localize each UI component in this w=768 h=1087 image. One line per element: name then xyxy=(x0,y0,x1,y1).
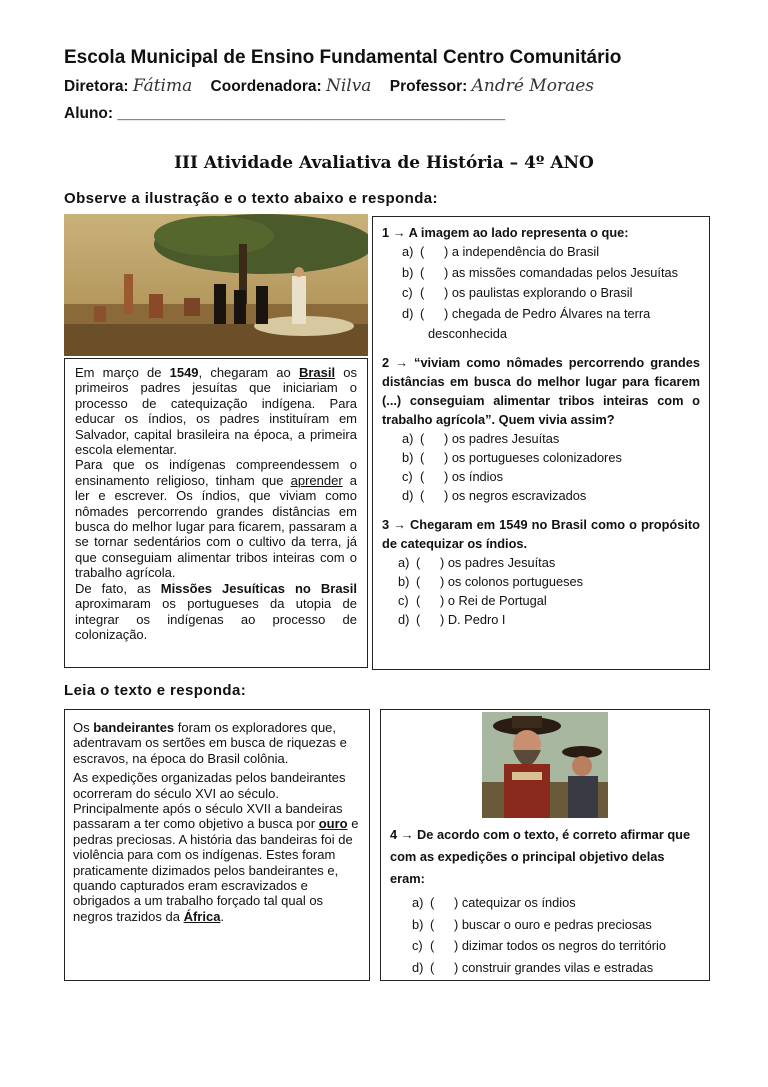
ouro-link[interactable]: ouro xyxy=(318,816,348,832)
q1-option-d[interactable]: d) ( ) chegada de Pedro Álvares na terra xyxy=(402,305,651,321)
page-title xyxy=(0,153,768,173)
director-label: Diretora: xyxy=(64,78,129,95)
q2-option-a[interactable]: a) ( ) os padres Jesuítas xyxy=(402,430,560,446)
bandeirantes-text-box xyxy=(64,709,370,981)
arrow-icon: → xyxy=(395,354,408,370)
year-1549: 1549 xyxy=(169,365,199,380)
aprender-link[interactable]: aprender xyxy=(290,472,343,488)
africa-link[interactable]: África xyxy=(183,908,221,924)
brasil-link[interactable]: Brasil xyxy=(298,365,336,380)
bandeirantes-illustration xyxy=(482,712,608,818)
q2-option-c[interactable]: c) ( ) os índios xyxy=(402,468,504,484)
teacher-name: André Moraes xyxy=(471,76,594,96)
question-4: 4 → De acordo com o texto, é correto afirmar que com as expedições o principal objetivo delas eram: xyxy=(390,827,691,886)
title-grade: 4º ANO xyxy=(524,153,594,173)
section1-instruction: Observe a ilustração e o texto abaixo e responda: xyxy=(64,190,438,207)
questions-box-2 xyxy=(380,709,710,981)
q4-option-a[interactable]: a) ( ) catequizar os índios xyxy=(412,895,576,910)
q4-option-c[interactable]: c) ( ) dizimar todos os negros do território xyxy=(412,938,666,953)
missoes-jesuiticas: Missões Jesuíticas no Brasil xyxy=(160,580,357,596)
q2-option-b[interactable]: b) ( ) os portugueses colonizadores xyxy=(402,449,622,465)
q4-option-d[interactable]: d) ( ) construir grandes vilas e estradas xyxy=(412,959,654,975)
coordinator-name: Nilva xyxy=(325,76,372,96)
bandeirantes-term: bandeirantes xyxy=(93,720,175,735)
q1-option-b[interactable]: b) ( ) as missões comandadas pelos Jesuítas xyxy=(402,264,679,280)
teacher-label: Professor: xyxy=(389,78,468,95)
coordinator-label: Coordenadora: xyxy=(210,78,322,95)
jesuits-paragraph-3: De fato, as Missões Jesuíticas no Brasil aproximaram os portugueses da utopia de integrar os indígenas ao processo de colonização. xyxy=(75,580,357,642)
q3-option-a[interactable]: a) ( ) os padres Jesuítas xyxy=(398,554,556,570)
question-2: 2 → “viviam como nômades percorrendo grandes distâncias em busca do melhor lugar para ficarem (...) conseguiam alimentar tribos inteiras com o trabalho agrícola”. Quem vivia assim? xyxy=(382,354,700,427)
bandeirantes-paragraph-1: Os bandeirantes foram os exploradores que, adentravam os sertões em busca de riquezas e escravos, na época do Brasil colônia. xyxy=(73,720,347,766)
questions-box-1 xyxy=(372,216,710,670)
jesuits-paragraph-2: Para que os indígenas compreendessem o ensinamento religioso, tinham que aprender a ler e escrever. Os índios, que viviam como nômades percorrendo grandes distâncias em busca do melhor lugar para ficarem, passaram a se tornar sedentários com o cultivo da terra, já que conseguiam alimentar tribos inteiras com o trabalho agrícola. xyxy=(75,457,357,581)
arrow-icon: → xyxy=(392,225,406,240)
q1-option-c[interactable]: c) ( ) os paulistas explorando o Brasil xyxy=(402,285,633,300)
q2-option-d[interactable]: d) ( ) os negros escravizados xyxy=(402,487,587,503)
q1-option-a[interactable]: a) ( ) a independência do Brasil xyxy=(402,244,600,259)
q4-option-b[interactable]: b) ( ) buscar o ouro e pedras preciosas xyxy=(412,916,652,932)
staff-line xyxy=(64,76,608,96)
q3-option-d[interactable]: d) ( ) D. Pedro I xyxy=(398,611,506,627)
jesuits-text-box xyxy=(64,358,368,668)
section2-instruction: Leia o texto e responda: xyxy=(64,682,247,699)
jesuits-paragraph-1: Em março de 1549, chegaram ao Brasil os primeiros padres jesuítas que iniciariam o processo de catequização indígena. Para educar os índios, os padres instituíram em Salvador, capital brasileira na época, a primeira escola elementar. xyxy=(75,365,358,458)
director-name: Fátima xyxy=(132,76,193,96)
question-3: 3 → Chegaram em 1549 no Brasil como o propósito de catequizar os índios. xyxy=(382,516,700,551)
student-name-line[interactable]: Aluno: _____________________________________________ xyxy=(64,105,506,122)
arrow-icon: → xyxy=(393,516,406,532)
q1-option-d-cont: desconhecida xyxy=(428,326,507,341)
arrow-icon: → xyxy=(400,827,414,842)
question-1: 1 → A imagem ao lado representa o que: xyxy=(382,225,629,240)
title-main: III Atividade Avaliativa de História – xyxy=(174,153,519,173)
school-name: Escola Municipal de Ensino Fundamental Centro Comunitário xyxy=(64,47,622,68)
q3-option-c[interactable]: c) ( ) o Rei de Portugal xyxy=(398,592,547,608)
jesuit-mass-illustration xyxy=(64,214,368,356)
bandeirantes-paragraph-2: As expedições organizadas pelos bandeirantes ocorreram do século XVI ao século. Principalmente após o século XVII a bandeiras passaram a ter como objetivo a busca por ouro e pedras preciosas. A história das bandeiras foi de violência para com os indígenas. Estes foram praticamente dizimados pelos bandeirantes e, quando capturados eram escravizados e obrigados a um trabalho forçado tal qual os negros trazidos da África. xyxy=(73,770,359,924)
q3-option-b[interactable]: b) ( ) os colonos portugueses xyxy=(398,573,583,589)
